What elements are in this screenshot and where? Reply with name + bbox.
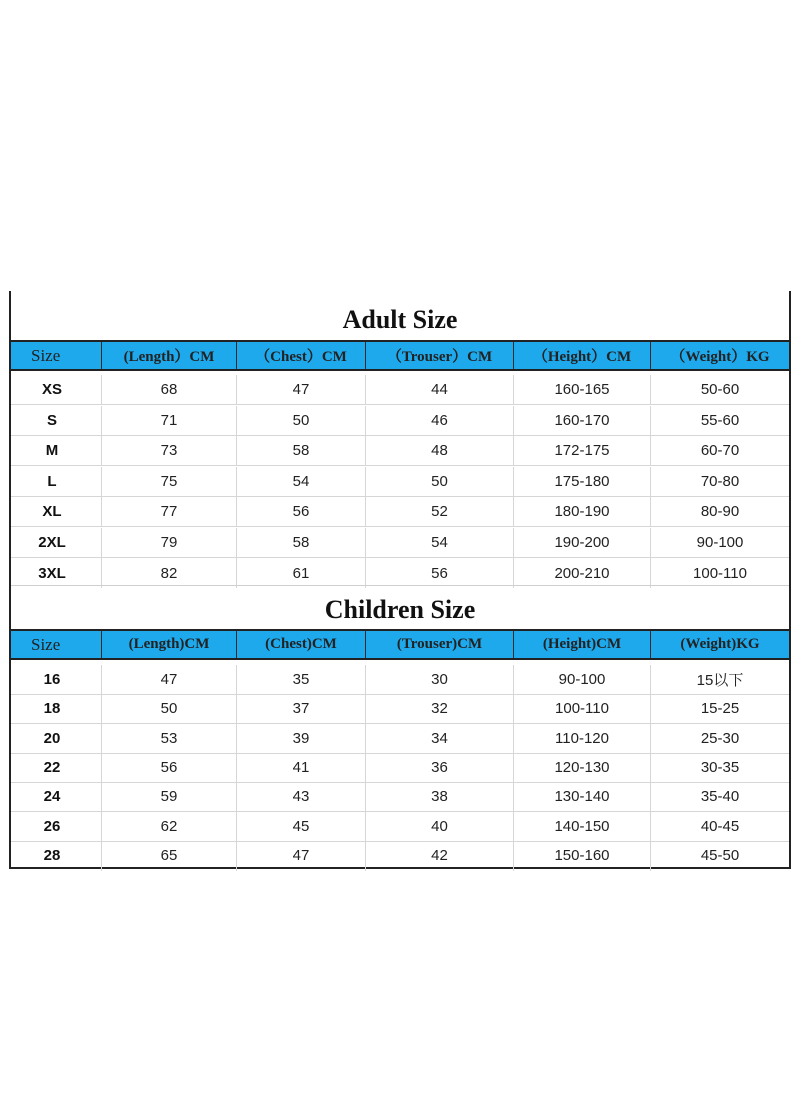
adult-cell-weight: 100-110: [693, 564, 747, 582]
adult-cell-size: XL: [11, 497, 102, 526]
children-cell-size: 18: [11, 694, 102, 723]
children-header-chest: (Chest)CM: [237, 631, 366, 658]
adult-cell-size: 2XL: [11, 528, 102, 557]
children-cell-trouser: 36: [366, 753, 514, 782]
adult-cell-height: 172-175: [514, 436, 651, 465]
section-divider: [11, 585, 789, 586]
children-table-row: [11, 694, 789, 724]
children-cell-height: 110-120: [514, 724, 651, 753]
children-header-weight: (Weight)KG: [680, 636, 760, 652]
adult-cell-size: S: [11, 406, 102, 435]
children-cell-height: 150-160: [514, 841, 651, 871]
children-cell-length: 59: [102, 782, 237, 811]
adult-cell-length: 71: [102, 406, 237, 435]
size-chart: [9, 291, 791, 869]
children-cell-weight: 15以下: [696, 672, 744, 689]
children-cell-chest: 37: [237, 694, 366, 723]
children-cell-height: 100-110: [514, 694, 651, 723]
adult-cell-size: 3XL: [11, 558, 102, 588]
children-cell-trouser: 32: [366, 694, 514, 723]
children-cell-height: 130-140: [514, 782, 651, 811]
adult-table-row: [11, 558, 789, 588]
adult-cell-trouser: 44: [366, 375, 514, 404]
adult-cell-trouser: 54: [366, 528, 514, 557]
adult-cell-length: 73: [102, 436, 237, 465]
children-cell-size: 24: [11, 782, 102, 811]
children-cell-size: 20: [11, 724, 102, 753]
adult-cell-weight: 80-90: [700, 503, 740, 520]
children-cell-size: 16: [11, 665, 102, 694]
adult-header-row: [11, 340, 789, 371]
children-cell-size: 26: [11, 812, 102, 841]
adult-header-weight: （Weight）KG: [670, 349, 770, 365]
adult-header-length: (Length）CM: [102, 342, 237, 369]
adult-cell-height: 175-180: [514, 467, 651, 496]
adult-cell-size: L: [11, 467, 102, 496]
adult-cell-trouser: 50: [366, 467, 514, 496]
children-cell-length: 62: [102, 812, 237, 841]
adult-cell-length: 77: [102, 497, 237, 526]
adult-cell-weight: 70-80: [700, 472, 740, 490]
adult-cell-weight: 60-70: [700, 442, 740, 459]
children-cell-weight: 25-30: [700, 729, 740, 747]
children-header-size: Size: [11, 631, 102, 658]
adult-cell-chest: 50: [237, 406, 366, 435]
children-header-length: (Length)CM: [102, 631, 237, 658]
children-header-trouser: (Trouser)CM: [366, 631, 514, 658]
children-table-row: [11, 753, 789, 783]
children-cell-chest: 39: [237, 724, 366, 753]
children-cell-height: 90-100: [514, 665, 651, 694]
children-header-height: (Height)CM: [514, 631, 651, 658]
adult-cell-trouser: 48: [366, 436, 514, 465]
children-cell-chest: 35: [237, 665, 366, 694]
adult-cell-height: 180-190: [514, 497, 651, 526]
adult-cell-weight: 90-100: [696, 533, 744, 551]
adult-cell-chest: 56: [237, 497, 366, 526]
children-cell-chest: 41: [237, 753, 366, 782]
children-cell-length: 50: [102, 694, 237, 723]
children-cell-length: 56: [102, 753, 237, 782]
adult-cell-chest: 61: [237, 558, 366, 588]
children-cell-weight: 45-50: [700, 847, 740, 865]
adult-header-chest: （Chest）CM: [237, 342, 366, 369]
children-cell-trouser: 42: [366, 841, 514, 871]
adult-table-row: [11, 436, 789, 466]
children-cell-length: 53: [102, 724, 237, 753]
children-header-row: [11, 629, 789, 660]
adult-cell-trouser: 56: [366, 558, 514, 588]
children-cell-weight: 40-45: [700, 817, 740, 835]
children-table-row: [11, 665, 789, 695]
adult-cell-length: 82: [102, 558, 237, 588]
adult-header-trouser: （Trouser）CM: [366, 342, 514, 369]
adult-cell-chest: 47: [237, 375, 366, 404]
adult-cell-chest: 58: [237, 436, 366, 465]
adult-cell-length: 79: [102, 528, 237, 557]
children-cell-weight: 30-35: [700, 758, 740, 776]
children-table-row: [11, 782, 789, 812]
children-cell-height: 120-130: [514, 753, 651, 782]
adult-cell-height: 160-170: [514, 406, 651, 435]
children-cell-size: 22: [11, 753, 102, 782]
children-table-row: [11, 841, 789, 871]
adult-table-row: [11, 467, 789, 497]
children-cell-trouser: 40: [366, 812, 514, 841]
children-cell-trouser: 34: [366, 724, 514, 753]
adult-table-row: [11, 497, 789, 527]
adult-cell-size: XS: [11, 375, 102, 404]
adult-table-row: [11, 406, 789, 436]
adult-table-row: [11, 528, 789, 558]
children-cell-size: 28: [11, 841, 102, 871]
adult-cell-height: 160-165: [514, 375, 651, 404]
adult-cell-height: 190-200: [514, 528, 651, 557]
adult-size-title: Adult Size: [342, 305, 458, 334]
children-cell-chest: 43: [237, 782, 366, 811]
adult-cell-size: M: [11, 436, 102, 465]
children-cell-trouser: 38: [366, 782, 514, 811]
adult-cell-trouser: 46: [366, 406, 514, 435]
children-cell-chest: 47: [237, 841, 366, 871]
adult-cell-chest: 58: [237, 528, 366, 557]
adult-table-row: [11, 375, 789, 405]
children-cell-length: 47: [102, 665, 237, 694]
children-cell-chest: 45: [237, 812, 366, 841]
adult-cell-weight: 55-60: [700, 411, 740, 429]
adult-cell-length: 68: [102, 375, 237, 404]
children-cell-length: 65: [102, 841, 237, 871]
adult-cell-length: 75: [102, 467, 237, 496]
adult-header-height: （Height）CM: [514, 342, 651, 369]
adult-cell-height: 200-210: [514, 558, 651, 588]
children-cell-weight: 35-40: [700, 788, 740, 806]
children-cell-weight: 15-25: [700, 700, 740, 718]
children-cell-trouser: 30: [366, 665, 514, 694]
children-table-row: [11, 812, 789, 842]
children-cell-height: 140-150: [514, 812, 651, 841]
adult-cell-trouser: 52: [366, 497, 514, 526]
children-table-row: [11, 724, 789, 754]
adult-cell-weight: 50-60: [700, 381, 740, 398]
adult-header-size: Size: [11, 342, 102, 369]
children-size-title: Children Size: [324, 595, 476, 624]
adult-cell-chest: 54: [237, 467, 366, 496]
